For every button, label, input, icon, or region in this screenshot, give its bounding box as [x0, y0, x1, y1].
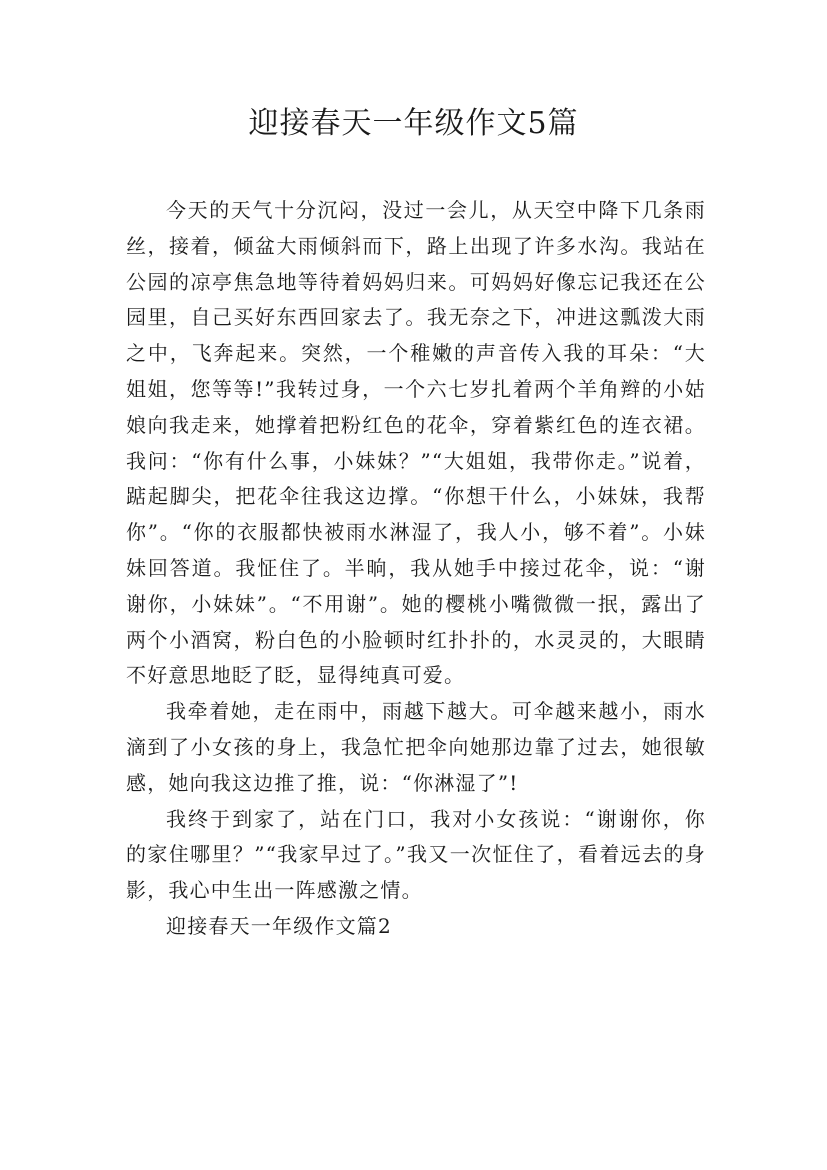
section-heading: 迎接春天一年级作文篇2 [166, 913, 392, 938]
document-body [126, 193, 706, 945]
document-title: 迎接春天一年级作文5篇 [248, 106, 579, 141]
paragraph-1: 今天的天气十分沉闷，没过一会儿，从天空中降下几条雨丝，接着，倾盆大雨倾斜而下，路上出现了许多水沟。我站在公园的凉亭焦急地等待着妈妈归来。可妈妈好像忘记我还在公园里，自己买好东西回家去了。我无奈之下，冲进这瓢泼大雨之中，飞奔起来。突然，一个稚嫩的声音传入我的耳朵：“大姐姐，您等等!”我转过身，一个六七岁扎着两个羊角辫的小姑娘向我走来，她撑着把粉红色的花伞，穿着紫红色的连衣裙。我问：“你有什么事，小妹妹？”“大姐姐，我带你走。”说着，踮起脚尖，把花伞往我这边撑。“你想干什么，小妹妹，我帮你”。“你的衣服都快被雨水淋湿了，我人小，够不着”。小妹妹回答道。我怔住了。半晌，我从她手中接过花伞，说：“谢谢你，小妹妹”。“不用谢”。她的樱桃小嘴微微一抿，露出了两个小酒窝，粉白色的小脸顿时红扑扑的，水灵灵的，大眼睛不好意思地眨了眨，显得纯真可爱。 [126, 198, 706, 688]
paragraph-2: 我牵着她，走在雨中，雨越下越大。可伞越来越小，雨水滴到了小女孩的身上，我急忙把伞向她那边靠了过去，她很敏感，她向我这边推了推，说：“你淋湿了”! [126, 699, 706, 795]
paragraph-3: 我终于到家了，站在门口，我对小女孩说：“谢谢你，你的家住哪里？”“我家早过了。”我又一次怔住了，看着远去的身影，我心中生出一阵感激之情。 [126, 806, 706, 903]
